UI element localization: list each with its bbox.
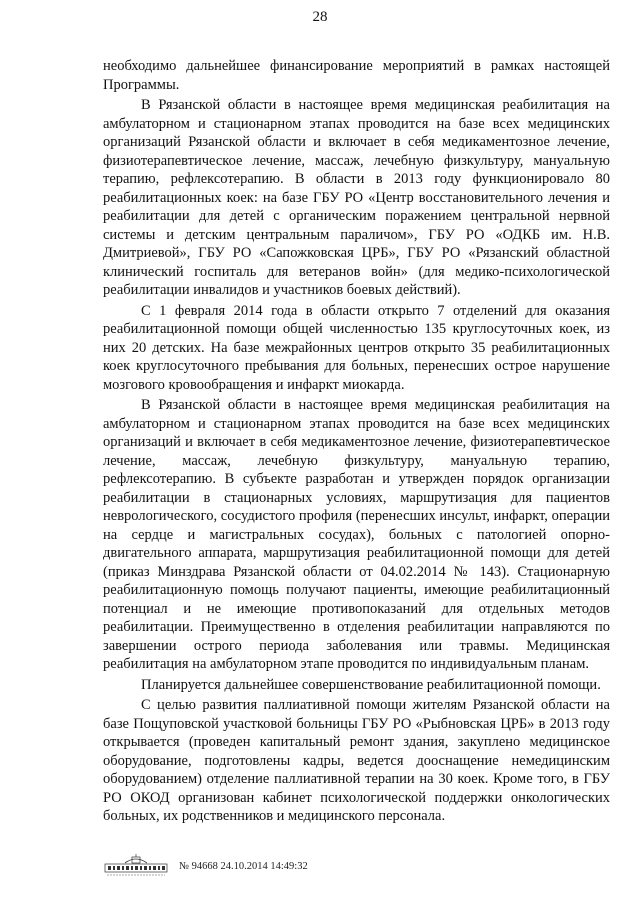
registration-number: № 94668 24.10.2014 14:49:32	[179, 860, 308, 872]
registration-stamp-icon	[103, 853, 169, 879]
paragraph-continuation: необходимо дальнейшее финансирование мероприятий в рамках настоящей Программы.	[103, 58, 610, 93]
document-footer	[103, 852, 308, 880]
paragraph-rehab-departments: С 1 февраля 2014 года в области открыто 7 отделений для оказания реабилитационной помощи общей численностью 135 круглосуточных коек, из них 20 детских. На базе межрайонных центров открыто 35 реабилитационных коек круглосуточного пребывания для больных, перенесших острое нарушение мозгового кровообращения и инфаркт миокарда.	[103, 302, 610, 393]
paragraph-rehab-plans: Планируется дальнейшее совершенствование реабилитационной помощи.	[141, 676, 601, 693]
page-number: 28	[312, 9, 328, 25]
paragraph-rehab-overview: В Рязанской области в настоящее время медицинская реабилитация на амбулаторном и стационарном этапах проводится на базе всех медицинских организаций Рязанской области и включает в себя медикаментозное лечение, физиотерапевтическое лечение, массаж, лечебную физкультуру, мануальную терапию, рефлексотерапию. В области в 2013 году функционировало 80 реабилитационных коек: на базе ГБУ РО «Центр восстановительного лечения и реабилитации для детей с органическим поражением центральной нервной системы и детским центральным параличом», ГБУ РО «ОДКБ им. Н.В. Дмитриевой», ГБУ РО «Сапожковская ЦРБ», ГБУ РО «Рязанский областной клинический госпиталь для ветеранов войн» (для медико-психологической реабилитации инвалидов и участников боевых действий).	[103, 97, 610, 298]
paragraph-rehab-organization: В Рязанской области в настоящее время медицинская реабилитация на амбулаторном и стационарном этапах проводится на базе всех медицинских организаций и включает в себя медикаментозное лечение, физиотерапевтическое лечение, массаж, лечебную физкультуру, мануальную терапию, рефлексотерапию. В субъекте разработан и утвержден порядок организации реабилитации в стационарных условиях, маршрутизация для пациентов неврологического, сосудистого профиля (перенесших инсульт, инфаркт, операции на сердце и магистральных сосудах), больных с патологией опорно-двигательного аппарата, маршрутизация реабилитационной помощи для детей (приказ Минздрава Рязанской области от 04.02.2014 № 143). Стационарную реабилитационную помощь получают пациенты, имеющие реабилитационный потенциал и не имеющие противопоказаний для отдельных методов реабилитации. Преимущественно в отделения реабилитации направляются по завершении острого периода заболевания или травмы. Медицинская реабилитация на амбулаторном этапе проводится по индивидуальным планам.	[103, 397, 610, 672]
document-body	[103, 57, 610, 826]
paragraph-palliative-care: С целью развития паллиативной помощи жителям Рязанской области на базе Пощуповской участковой больницы ГБУ РО «Рыбновская ЦРБ» в 2013 году открывается (проведен капитальный ремонт здания, закуплено медицинское оборудование, подготовлены кадры, ведется дооснащение немедицинским оборудованием) отделение паллиативной терапии на 30 коек. Кроме того, в ГБУ РО ОКОД организован кабинет психологической поддержки онкологических больных, их родственников и медицинского персонала.	[103, 697, 610, 824]
